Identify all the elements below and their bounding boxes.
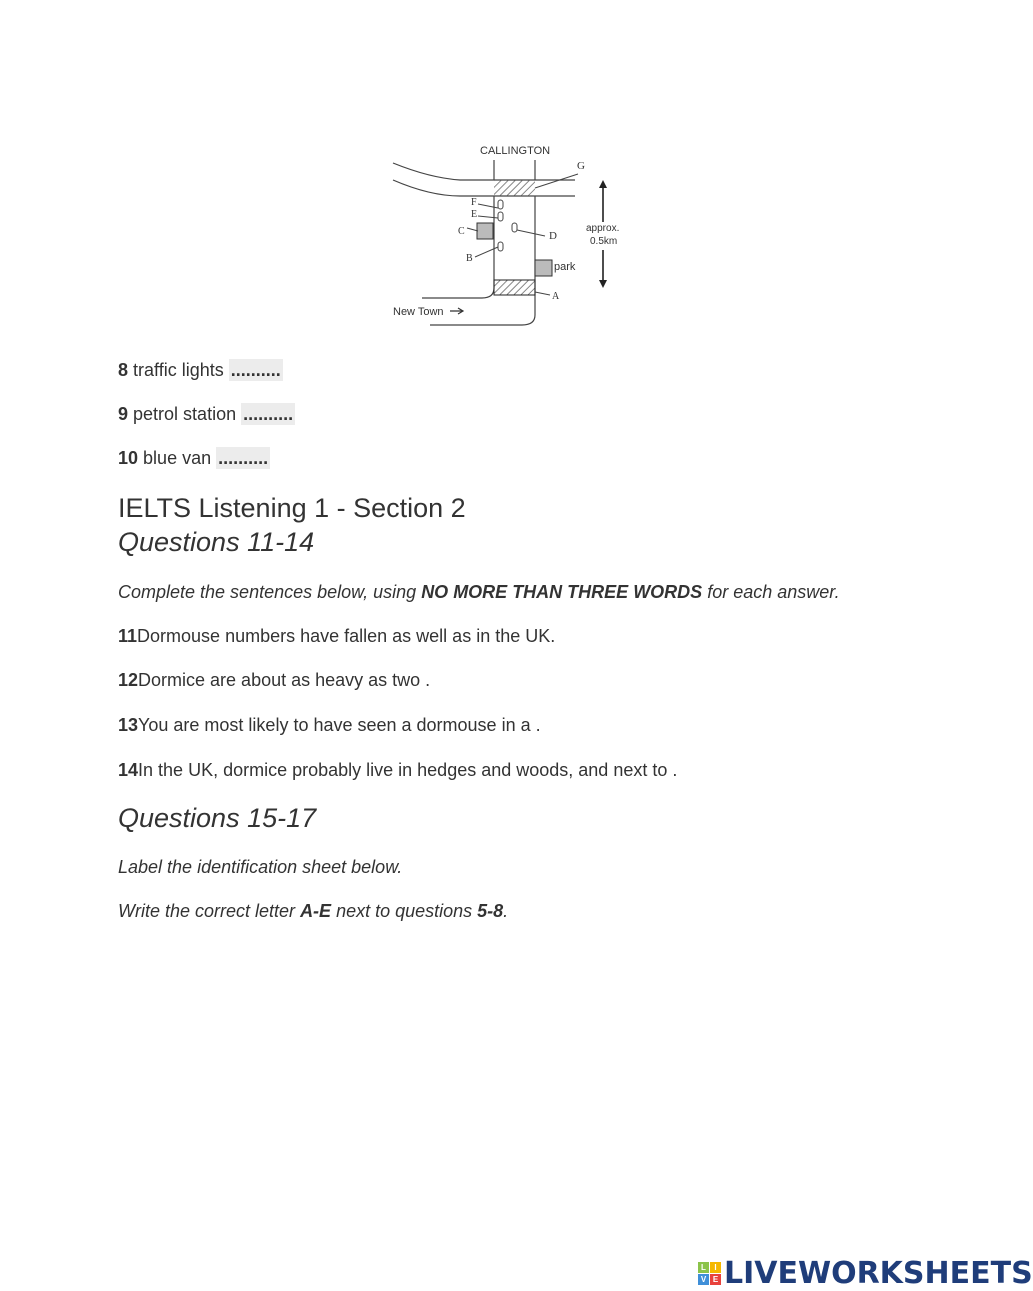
question-text: In the UK, dormice probably live in hedges and woods, and next to . (138, 760, 678, 780)
map-label-a: A (552, 291, 560, 302)
logo-text: LIVEWORKSHEETS (724, 1256, 1033, 1291)
crossing-g (494, 180, 535, 196)
map-label-c: C (458, 226, 465, 237)
map-label-callington: CALLINGTON (480, 145, 551, 157)
instructions-label: Label the identification sheet below. (118, 857, 403, 877)
instr-emphasis: A-E (300, 901, 332, 921)
map-label-f: F (471, 197, 477, 208)
crossing-a (494, 280, 535, 295)
map-label-d: D (549, 230, 557, 242)
park-box (535, 260, 552, 276)
answer-input-9[interactable]: .......... (243, 404, 294, 424)
instructions-11-14 (118, 582, 840, 603)
question-number: 9 (118, 404, 129, 424)
question-text: You are most likely to have seen a dormouse in a . (138, 715, 541, 735)
instr-text: next to questions (331, 901, 478, 921)
sentence-14 (118, 760, 677, 781)
instructions-letters (118, 901, 508, 922)
map-label-b: B (466, 253, 473, 264)
map-label-park: park (554, 261, 576, 273)
liveworksheets-logo (698, 1256, 1033, 1291)
instr-text: Complete the sentences below, using (118, 582, 422, 602)
question-text: Dormouse numbers have fallen as well as in the UK. (137, 626, 556, 646)
question-text: Dormice are about as heavy as two . (138, 670, 431, 690)
question-number: 13 (118, 715, 139, 735)
map-label-g: G (577, 160, 585, 172)
instr-emphasis: 5-8 (477, 901, 504, 921)
question-text: petrol station (133, 404, 237, 424)
question-number: 12 (118, 670, 139, 690)
instr-emphasis: NO MORE THAN THREE WORDS (421, 582, 703, 602)
answer-input-10[interactable]: .......... (218, 448, 269, 468)
instr-text: . (503, 901, 509, 921)
question-9 (118, 403, 295, 425)
question-number: 11 (118, 626, 138, 646)
map-label-new-town: New Town (393, 306, 444, 318)
question-number: 8 (118, 360, 129, 380)
questions-15-17-heading: Questions 15-17 (118, 803, 317, 833)
logo-tile: I (710, 1262, 721, 1273)
instr-text: Write the correct letter (118, 901, 301, 921)
sentence-11 (118, 626, 555, 647)
map-scale-distance: 0.5km (590, 236, 618, 247)
map-label-e: E (471, 209, 478, 220)
question-number: 10 (118, 448, 139, 468)
logo-tile: L (698, 1262, 709, 1273)
map-scale-approx: approx. (586, 223, 620, 234)
building-c (477, 223, 493, 239)
question-8 (118, 359, 283, 381)
question-number: 14 (118, 760, 139, 780)
question-10 (118, 447, 270, 469)
question-text: traffic lights (133, 360, 224, 380)
logo-tile: E (710, 1274, 721, 1285)
section-title: IELTS Listening 1 - Section 2 (118, 493, 466, 523)
instr-text: for each answer. (702, 582, 840, 602)
sentence-12 (118, 670, 430, 691)
route-map (370, 120, 640, 335)
questions-11-14-heading: Questions 11-14 (118, 527, 315, 557)
question-text: blue van (143, 448, 212, 468)
logo-tiles-icon (698, 1262, 721, 1285)
sentence-13 (118, 715, 541, 736)
logo-tile: V (698, 1274, 709, 1285)
answer-input-8[interactable]: .......... (230, 360, 281, 380)
